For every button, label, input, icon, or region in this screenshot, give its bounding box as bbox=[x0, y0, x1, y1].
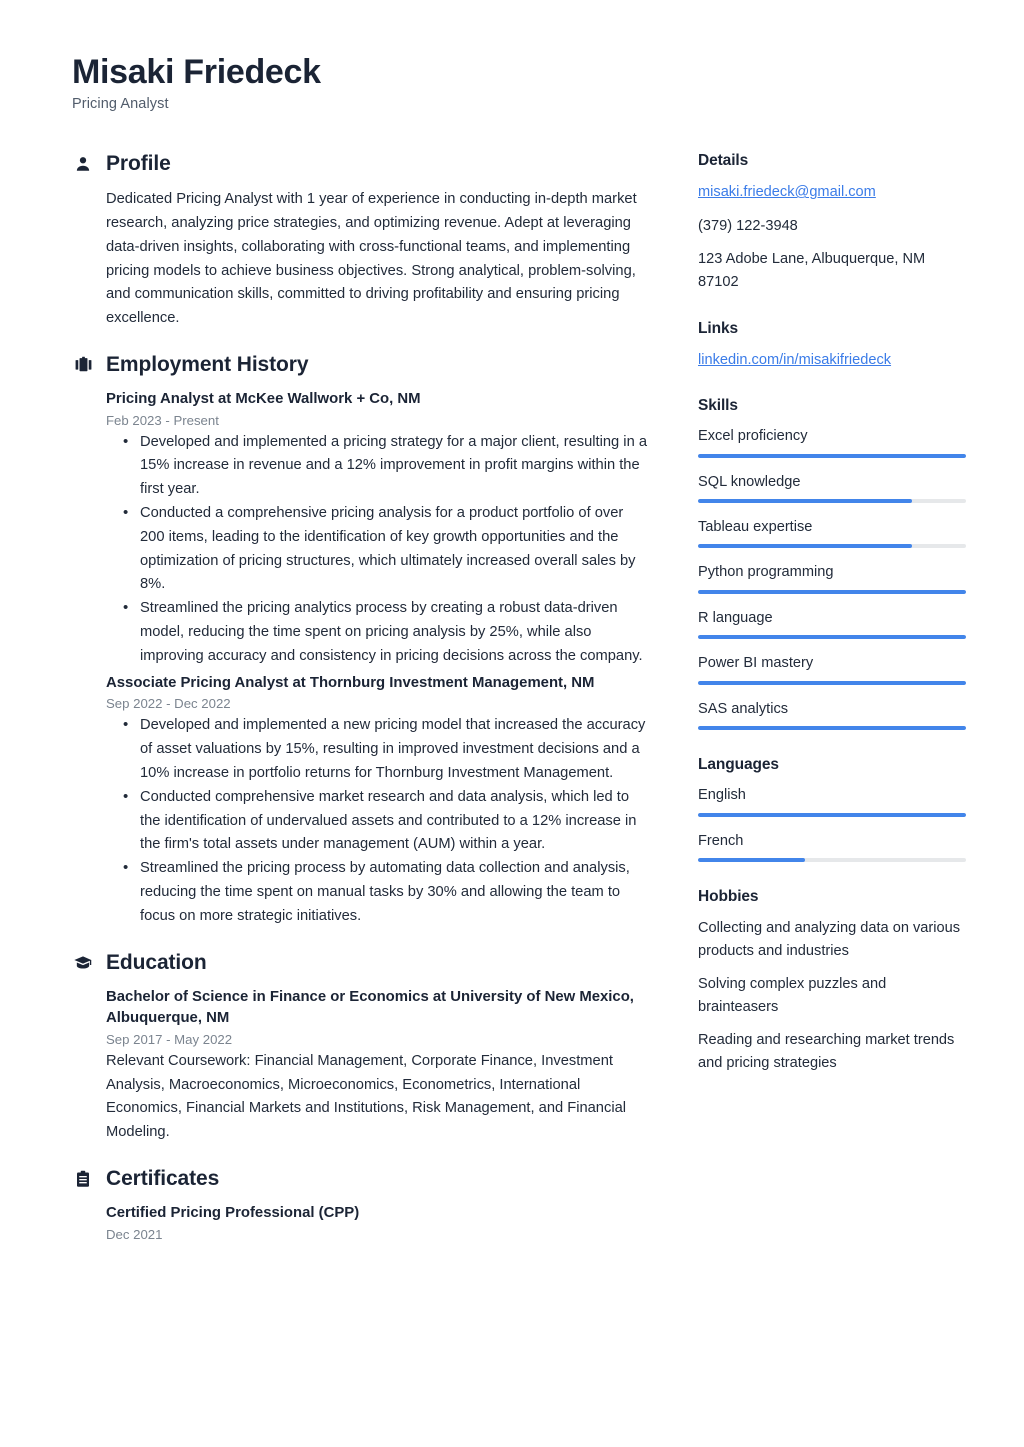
sidebar-links-title: Links bbox=[698, 319, 738, 337]
person-icon bbox=[72, 153, 94, 175]
phone-number: (379) 122-3948 bbox=[698, 217, 798, 234]
employment-entry-date: Feb 2023 - Present bbox=[106, 412, 219, 428]
employment-entry-date: Sep 2022 - Dec 2022 bbox=[106, 696, 231, 712]
sidebar-block-languages bbox=[698, 756, 966, 862]
sidebar-block-details bbox=[698, 152, 966, 293]
hobby-item: Solving complex puzzles and brainteasers bbox=[698, 976, 887, 1015]
skill-level-track bbox=[698, 499, 966, 503]
mailing-address: 123 Adobe Lane, Albuquerque, NM 87102 bbox=[698, 251, 926, 290]
section-profile-body bbox=[72, 188, 648, 331]
skill-item bbox=[698, 562, 966, 593]
sidebar-hobbies-title: Hobbies bbox=[698, 887, 759, 905]
skill-level-fill bbox=[698, 544, 912, 548]
skill-level-fill bbox=[698, 726, 966, 730]
resume-columns bbox=[72, 152, 960, 1248]
section-education bbox=[72, 951, 648, 1145]
skill-item bbox=[698, 517, 966, 548]
linkedin-link[interactable]: linkedin.com/in/misakifriedeck bbox=[698, 351, 892, 368]
sidebar-block-skills bbox=[698, 397, 966, 730]
employment-entry-title: Associate Pricing Analyst at Thornburg Investment Management, NM bbox=[106, 674, 595, 691]
graduation-cap-icon bbox=[72, 952, 94, 974]
briefcase-icon bbox=[72, 354, 94, 376]
sidebar-block-links bbox=[698, 320, 966, 372]
employment-entry-title: Pricing Analyst at McKee Wallwork + Co, NM bbox=[106, 390, 421, 407]
skill-item bbox=[698, 472, 966, 503]
sidebar-block-hobbies bbox=[698, 888, 966, 1075]
language-level-track bbox=[698, 813, 966, 817]
skill-label: SQL knowledge bbox=[698, 473, 801, 490]
skill-level-fill bbox=[698, 499, 912, 503]
skill-item bbox=[698, 699, 966, 730]
employment-entry-bullets bbox=[106, 714, 648, 928]
section-profile-title: Profile bbox=[106, 152, 171, 176]
list-item: • Streamlined the pricing analytics process by creating a robust data-driven model, reducing the time spent on pricing analysis by 25%, while also improving accuracy and consistency in pricing decisions across the company. bbox=[106, 597, 648, 668]
skill-label: R language bbox=[698, 609, 773, 626]
certificate-entry-date: Dec 2021 bbox=[106, 1226, 163, 1242]
sidebar-column bbox=[698, 152, 966, 1101]
language-level-fill bbox=[698, 813, 966, 817]
language-level-track bbox=[698, 858, 966, 862]
skill-level-track bbox=[698, 635, 966, 639]
section-certificates-header bbox=[72, 1167, 648, 1191]
skill-item bbox=[698, 608, 966, 639]
skill-level-track bbox=[698, 544, 966, 548]
hobby-item: Collecting and analyzing data on various products and industries bbox=[698, 919, 961, 959]
skill-label: Excel proficiency bbox=[698, 428, 808, 445]
education-entry-description: Relevant Coursework: Financial Management, Corporate Finance, Investment Analysis, Macroeconomics, Microeconomics, Econometrics, International Economics, Financial Markets and Institutions, Risk Management, and Financial Modeling. bbox=[106, 1052, 627, 1141]
section-employment-body bbox=[72, 389, 648, 929]
language-item bbox=[698, 785, 966, 816]
language-label: English bbox=[698, 787, 746, 804]
section-profile bbox=[72, 152, 648, 331]
education-entry-title: Bachelor of Science in Finance or Economics at University of New Mexico, Albuquerque, NM bbox=[106, 988, 634, 1027]
skill-label: Python programming bbox=[698, 564, 834, 581]
education-entry-date: Sep 2017 - May 2022 bbox=[106, 1031, 233, 1047]
candidate-name: Misaki Friedeck bbox=[72, 53, 321, 91]
email-link[interactable]: misaki.friedeck@gmail.com bbox=[698, 184, 876, 201]
skill-label: Power BI mastery bbox=[698, 655, 814, 672]
language-level-fill bbox=[698, 858, 805, 862]
section-profile-header bbox=[72, 152, 648, 176]
clipboard-icon bbox=[72, 1168, 94, 1190]
section-certificates-body bbox=[72, 1203, 648, 1242]
skill-level-track bbox=[698, 726, 966, 730]
skill-level-fill bbox=[698, 454, 966, 458]
certificate-entry-title: Certified Pricing Professional (CPP) bbox=[106, 1205, 360, 1222]
hobby-item: Reading and researching market trends and pricing strategies bbox=[698, 1032, 955, 1071]
skill-level-track bbox=[698, 681, 966, 685]
list-item: • Conducted a comprehensive pricing analysis for a product portfolio of over 200 items, leading to the identification of key growth opportunities and the optimization of pricing structures, which ultimately increased overall sales by 8%. bbox=[106, 502, 648, 597]
section-education-title: Education bbox=[106, 950, 207, 974]
resume-header bbox=[72, 52, 960, 112]
skill-level-fill bbox=[698, 681, 966, 685]
employment-entry-bullets bbox=[106, 431, 648, 669]
candidate-job-title: Pricing Analyst bbox=[72, 96, 169, 113]
language-label: French bbox=[698, 832, 744, 849]
skill-label: SAS analytics bbox=[698, 700, 789, 717]
list-item: • Developed and implemented a pricing strategy for a major client, resulting in a 15% increase in revenue and a 12% improvement in profit margins within the first year. bbox=[106, 431, 648, 502]
skill-level-track bbox=[698, 454, 966, 458]
sidebar-skills-title: Skills bbox=[698, 397, 738, 415]
list-item: • Streamlined the pricing process by automating data collection and analysis, reducing the time spent on manual tasks by 30% and allowing the team to focus on more strategic initiatives. bbox=[106, 857, 648, 928]
employment-entry bbox=[106, 389, 648, 669]
section-employment-header bbox=[72, 353, 648, 377]
section-certificates-title: Certificates bbox=[106, 1167, 220, 1191]
certificate-entry bbox=[106, 1203, 648, 1242]
profile-text: Dedicated Pricing Analyst with 1 year of experience in conducting in-depth market research, analyzing price strategies, and optimizing revenue. Adept at leveraging data-driven insights, collaborating with cross-functional teams, and implementing pricing models to achieve business objectives. Strong analytical, problem-solving, and communication skills, committed to driving profitability and ensuring pricing excellence. bbox=[106, 191, 637, 327]
employment-entry bbox=[106, 673, 648, 929]
list-item: • Conducted comprehensive market research and data analysis, which led to the identification of undervalued assets and contributed to a 12% increase in the firm's total assets under management (AUM) within a year. bbox=[106, 786, 648, 857]
sidebar-details-title: Details bbox=[698, 152, 749, 170]
skill-label: Tableau expertise bbox=[698, 519, 813, 535]
sidebar-languages-title: Languages bbox=[698, 756, 779, 774]
skill-item bbox=[698, 426, 966, 457]
section-employment bbox=[72, 353, 648, 929]
section-certificates bbox=[72, 1167, 648, 1242]
section-education-header bbox=[72, 951, 648, 975]
section-education-body bbox=[72, 987, 648, 1145]
skill-level-track bbox=[698, 590, 966, 594]
skill-level-fill bbox=[698, 590, 966, 594]
language-item bbox=[698, 831, 966, 862]
skill-item bbox=[698, 653, 966, 684]
section-employment-title: Employment History bbox=[106, 352, 309, 376]
education-entry bbox=[106, 987, 648, 1145]
main-column bbox=[72, 152, 672, 1248]
list-item: • Developed and implemented a new pricing model that increased the accuracy of asset valuations by 15%, resulting in improved investment decisions and a 10% increase in portfolio returns for Thornburg Investment Management. bbox=[106, 714, 648, 785]
skill-level-fill bbox=[698, 635, 966, 639]
